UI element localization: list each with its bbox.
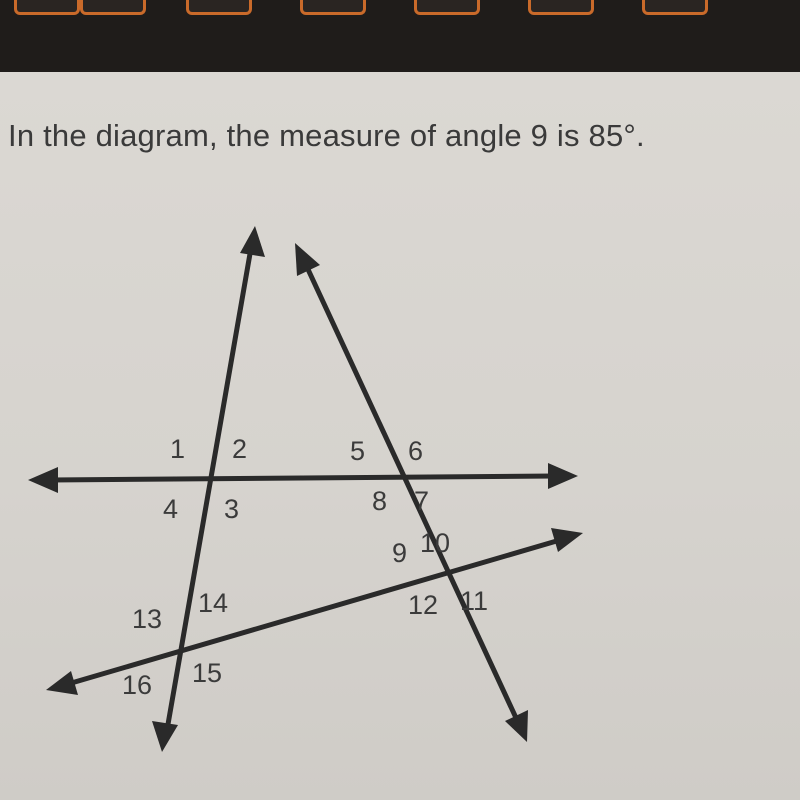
arrow-line-a-bottom — [152, 721, 178, 752]
arrow-line-d-right — [551, 528, 583, 552]
angle-label-8: 8 — [372, 486, 388, 516]
angle-label-4: 4 — [163, 494, 179, 524]
angle-label-11: 11 — [460, 586, 489, 616]
arrow-line-a-top — [240, 226, 265, 257]
question-text: In the diagram, the measure of angle 9 is 85°. — [8, 118, 645, 153]
angle-label-6: 6 — [408, 436, 424, 466]
angle-label-1: 1 — [170, 434, 186, 464]
line-c — [50, 476, 555, 480]
arrow-line-c-right — [548, 463, 578, 489]
angle-label-2: 2 — [232, 434, 248, 464]
angle-label-13: 13 — [132, 604, 163, 634]
arrow-line-c-left — [28, 467, 58, 493]
angle-label-3: 3 — [224, 494, 240, 524]
angle-label-15: 15 — [192, 658, 223, 688]
angle-label-7: 7 — [414, 486, 430, 516]
angle-label-5: 5 — [350, 436, 366, 466]
angle-label-14: 14 — [198, 588, 229, 618]
angle-label-16: 16 — [122, 670, 153, 700]
angle-label-9: 9 — [392, 538, 408, 568]
angle-label-12: 12 — [408, 590, 439, 620]
arrow-line-d-left — [46, 671, 78, 695]
angle-label-10: 10 — [420, 528, 451, 558]
line-b — [306, 265, 517, 720]
